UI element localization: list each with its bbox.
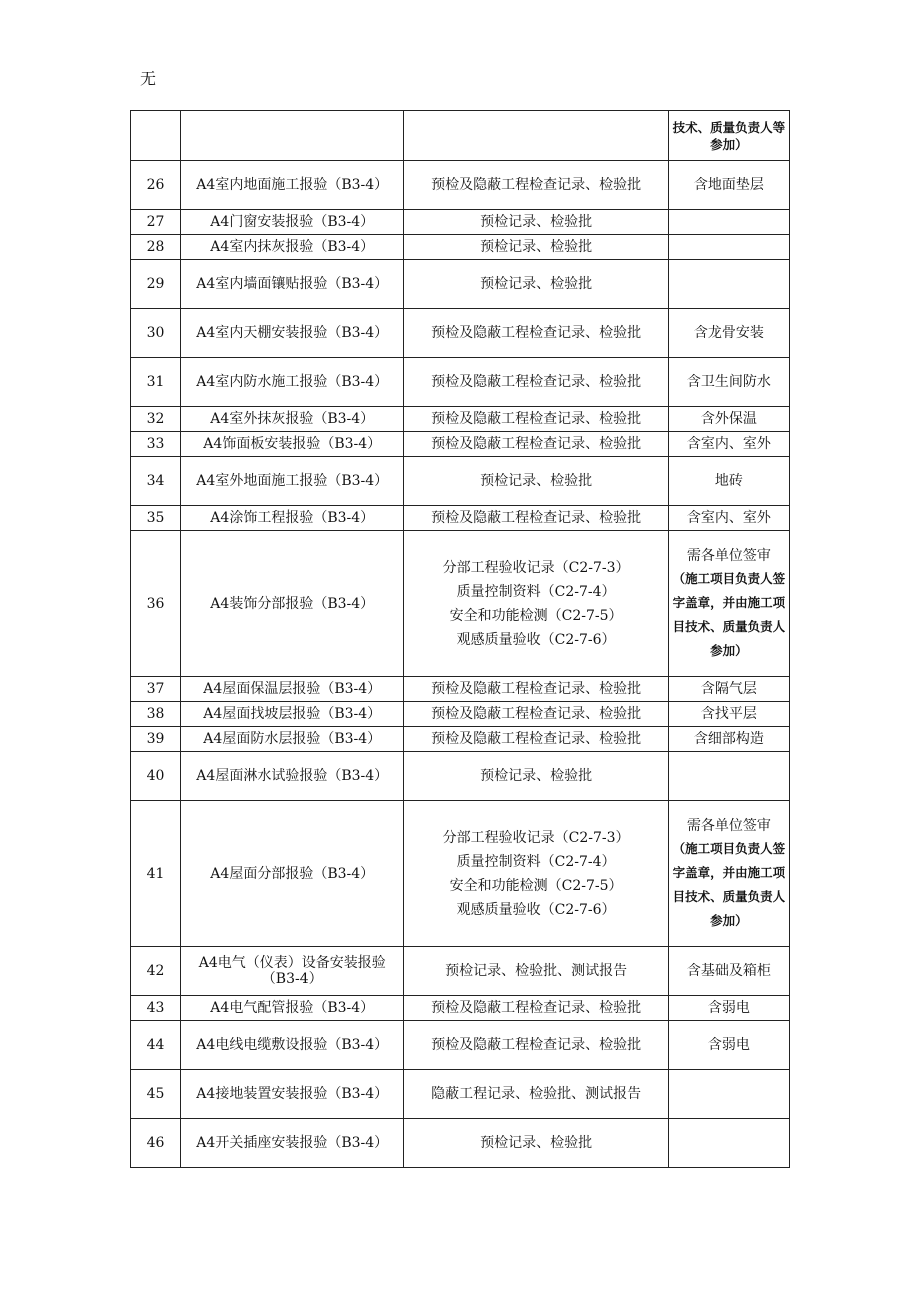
row-note	[668, 752, 789, 801]
row-number: 34	[131, 457, 181, 506]
row-docs	[404, 309, 668, 358]
row-note	[668, 531, 789, 677]
row-number: 39	[131, 727, 181, 752]
row-docs	[404, 210, 668, 235]
row-docs	[404, 161, 668, 210]
row-item: A4装饰分部报验（B3-4）	[181, 531, 404, 677]
row-note-text: 需各单位签审	[686, 817, 771, 834]
row-note	[668, 358, 789, 407]
row-note-bold: 技术、质量负责人等参加）	[672, 119, 786, 152]
table-row	[131, 531, 790, 677]
table-row	[131, 432, 790, 457]
row-item: A4室内防水施工报验（B3-4）	[181, 358, 404, 407]
row-doc-line: 观感质量验收（C2-7-6）	[456, 901, 616, 918]
row-note-bold: （施工项目负责人签字盖章，并由施工项目技术、质量负责人参加）	[672, 840, 786, 928]
row-note-text: 含弱电	[707, 1037, 750, 1053]
row-number: 27	[131, 210, 181, 235]
row-doc-line: 预检及隐蔽工程检查记录、检验批	[431, 1037, 642, 1053]
table-row	[131, 1021, 790, 1070]
row-item: A4电气配管报验（B3-4）	[181, 996, 404, 1021]
row-docs	[404, 1119, 668, 1168]
row-item: A4屋面淋水试验报验（B3-4）	[181, 752, 404, 801]
row-note	[668, 1021, 789, 1070]
table-row	[131, 260, 790, 309]
row-note	[668, 996, 789, 1021]
row-doc-line: 分部工程验收记录（C2-7-3）	[442, 829, 630, 846]
row-note	[668, 947, 789, 996]
row-note	[668, 407, 789, 432]
row-doc-line: 预检及隐蔽工程检查记录、检验批	[431, 436, 642, 452]
row-number: 33	[131, 432, 181, 457]
row-note	[668, 260, 789, 309]
row-number: 37	[131, 677, 181, 702]
table-row	[131, 309, 790, 358]
row-item: A4屋面保温层报验（B3-4）	[181, 677, 404, 702]
row-doc-line: 预检记录、检验批	[480, 276, 593, 292]
row-doc-line: 分部工程验收记录（C2-7-3）	[442, 559, 630, 576]
row-note	[668, 432, 789, 457]
row-item: A4室内天棚安装报验（B3-4）	[181, 309, 404, 358]
top-text: 无	[140, 69, 157, 88]
row-item: A4室外地面施工报验（B3-4）	[181, 457, 404, 506]
table-row	[131, 996, 790, 1021]
row-note	[668, 161, 789, 210]
row-doc-line: 安全和功能检测（C2-7-5）	[449, 607, 623, 624]
row-number: 42	[131, 947, 181, 996]
row-docs	[404, 260, 668, 309]
row-docs	[404, 358, 668, 407]
row-docs	[404, 947, 668, 996]
inspection-table	[130, 110, 790, 1168]
row-item: A4屋面找坡层报验（B3-4）	[181, 702, 404, 727]
row-note-text: 需各单位签审	[686, 547, 771, 564]
row-docs	[404, 702, 668, 727]
row-docs	[404, 432, 668, 457]
row-doc-line: 预检记录、检验批	[480, 768, 593, 784]
row-item: A4屋面防水层报验（B3-4）	[181, 727, 404, 752]
row-number: 36	[131, 531, 181, 677]
row-docs	[404, 457, 668, 506]
row-note	[668, 457, 789, 506]
row-number: 30	[131, 309, 181, 358]
row-item: A4开关插座安装报验（B3-4）	[181, 1119, 404, 1168]
row-item: A4门窗安装报验（B3-4）	[181, 210, 404, 235]
row-doc-line: 安全和功能检测（C2-7-5）	[449, 877, 623, 894]
row-note-text: 含外保温	[700, 411, 757, 427]
row-doc-line: 预检及隐蔽工程检查记录、检验批	[431, 706, 642, 722]
row-number: 41	[131, 801, 181, 947]
row-number: 35	[131, 506, 181, 531]
row-doc-line: 质量控制资料（C2-7-4）	[456, 853, 616, 870]
row-number: 29	[131, 260, 181, 309]
row-note-text: 含卫生间防水	[686, 374, 771, 390]
row-doc-line: 预检记录、检验批	[480, 214, 593, 230]
row-docs	[404, 407, 668, 432]
row-note-text: 含找平层	[700, 706, 757, 722]
table-row	[131, 727, 790, 752]
row-doc-line: 预检及隐蔽工程检查记录、检验批	[431, 325, 642, 341]
row-item: A4饰面板安装报验（B3-4）	[181, 432, 404, 457]
row-item: A4室外抹灰报验（B3-4）	[181, 407, 404, 432]
row-item: A4电线电缆敷设报验（B3-4）	[181, 1021, 404, 1070]
row-note	[668, 309, 789, 358]
table-row	[131, 235, 790, 260]
row-note-bold: （施工项目负责人签字盖章，并由施工项目技术、质量负责人参加）	[672, 570, 786, 658]
row-note	[668, 702, 789, 727]
row-note	[668, 506, 789, 531]
table-row	[131, 947, 790, 996]
row-doc-line: 预检及隐蔽工程检查记录、检验批	[431, 731, 642, 747]
row-doc-line: 预检及隐蔽工程检查记录、检验批	[431, 1000, 642, 1016]
row-number	[131, 111, 181, 161]
row-doc-line: 质量控制资料（C2-7-4）	[456, 583, 616, 600]
table-row	[131, 1070, 790, 1119]
row-note-text: 含弱电	[707, 1000, 750, 1016]
table-row	[131, 111, 790, 161]
row-item: A4屋面分部报验（B3-4）	[181, 801, 404, 947]
row-note-text: 含龙骨安装	[693, 325, 764, 341]
row-number: 46	[131, 1119, 181, 1168]
row-note	[668, 210, 789, 235]
row-note-text: 含隔气层	[700, 681, 757, 697]
row-number: 44	[131, 1021, 181, 1070]
row-docs	[404, 1070, 668, 1119]
row-doc-line: 预检及隐蔽工程检查记录、检验批	[431, 177, 642, 193]
row-note	[668, 801, 789, 947]
row-note	[668, 727, 789, 752]
row-note-text: 地砖	[714, 473, 743, 489]
table-row	[131, 358, 790, 407]
row-number: 32	[131, 407, 181, 432]
row-note-text: 含基础及箱柜	[686, 963, 771, 979]
row-number: 26	[131, 161, 181, 210]
table-row	[131, 161, 790, 210]
row-docs	[404, 531, 668, 677]
row-doc-line: 预检记录、检验批	[480, 1135, 593, 1151]
table-row	[131, 210, 790, 235]
row-number: 31	[131, 358, 181, 407]
row-note-text: 含细部构造	[693, 731, 764, 747]
row-doc-line: 隐蔽工程记录、检验批、测试报告	[431, 1086, 642, 1102]
row-docs	[404, 1021, 668, 1070]
row-docs	[404, 506, 668, 531]
row-item: A4涂饰工程报验（B3-4）	[181, 506, 404, 531]
row-number: 45	[131, 1070, 181, 1119]
row-note-text: 含室内、室外	[686, 510, 771, 526]
table-row	[131, 702, 790, 727]
row-doc-line: 预检记录、检验批	[480, 239, 593, 255]
row-note	[668, 111, 789, 161]
row-note-text: 含室内、室外	[686, 436, 771, 452]
table-body	[131, 111, 790, 1168]
table-row	[131, 752, 790, 801]
row-doc-line: 预检记录、检验批、测试报告	[445, 963, 628, 979]
row-number: 43	[131, 996, 181, 1021]
row-docs	[404, 996, 668, 1021]
row-item	[181, 111, 404, 161]
row-docs	[404, 801, 668, 947]
row-docs	[404, 111, 668, 161]
row-number: 28	[131, 235, 181, 260]
row-item: A4室内抹灰报验（B3-4）	[181, 235, 404, 260]
row-doc-line: 预检及隐蔽工程检查记录、检验批	[431, 411, 642, 427]
row-docs	[404, 752, 668, 801]
row-number: 40	[131, 752, 181, 801]
row-doc-line: 预检及隐蔽工程检查记录、检验批	[431, 681, 642, 697]
table-row	[131, 506, 790, 531]
table-row	[131, 1119, 790, 1168]
row-doc-line: 预检及隐蔽工程检查记录、检验批	[431, 510, 642, 526]
row-doc-line: 预检及隐蔽工程检查记录、检验批	[431, 374, 642, 390]
row-docs	[404, 235, 668, 260]
row-note	[668, 677, 789, 702]
row-doc-line: 预检记录、检验批	[480, 473, 593, 489]
table-row	[131, 407, 790, 432]
row-note	[668, 235, 789, 260]
row-doc-line: 观感质量验收（C2-7-6）	[456, 631, 616, 648]
row-item: A4室内墙面镶贴报验（B3-4）	[181, 260, 404, 309]
table-row	[131, 457, 790, 506]
row-number: 38	[131, 702, 181, 727]
row-docs	[404, 677, 668, 702]
row-note	[668, 1070, 789, 1119]
row-docs	[404, 727, 668, 752]
row-item: A4接地装置安装报验（B3-4）	[181, 1070, 404, 1119]
row-item: A4室内地面施工报验（B3-4）	[181, 161, 404, 210]
table-row	[131, 677, 790, 702]
row-item: A4电气（仪表）设备安装报验（B3-4）	[181, 947, 404, 996]
table-row	[131, 801, 790, 947]
row-note-text: 含地面垫层	[693, 177, 764, 193]
row-note	[668, 1119, 789, 1168]
